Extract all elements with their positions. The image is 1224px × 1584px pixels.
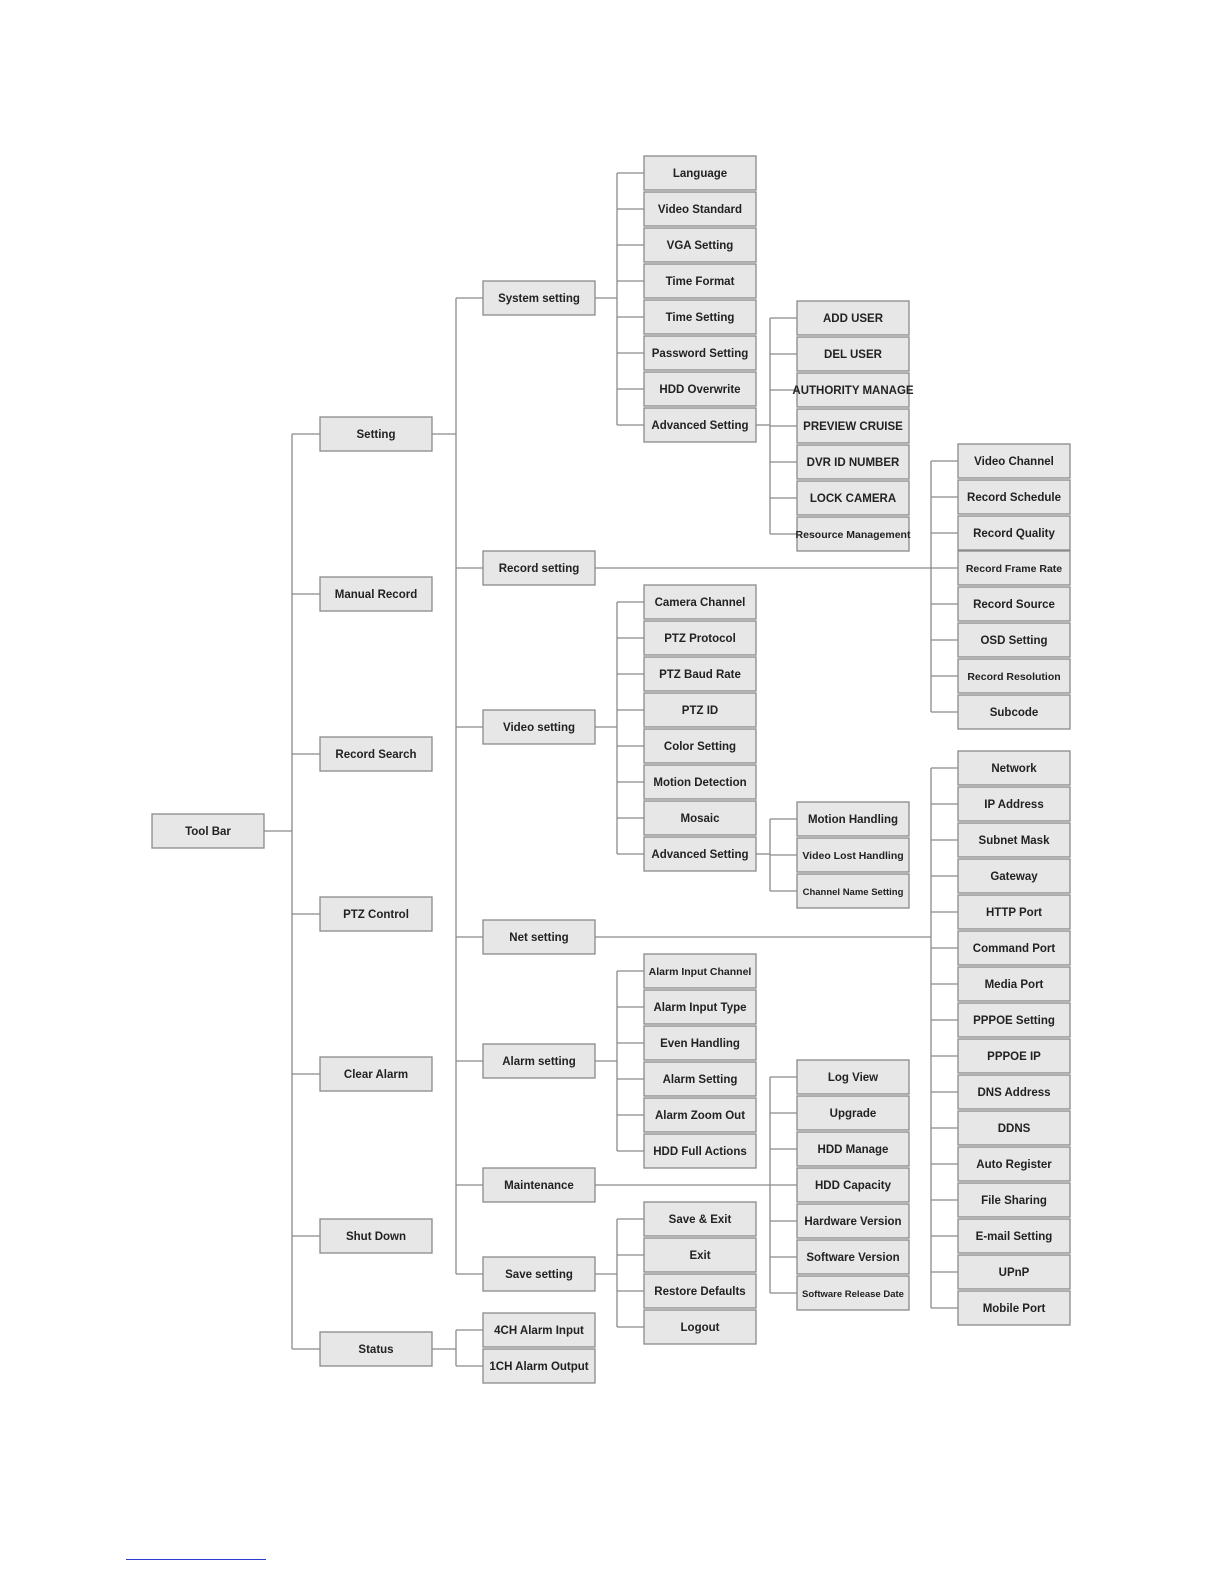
node-video-channel (958, 444, 1070, 478)
node-label: Setting (356, 429, 396, 441)
node-label: AUTHORITY MANAGE (792, 385, 914, 397)
node-pppoe-setting (958, 1003, 1070, 1037)
node-manual-record (320, 577, 432, 611)
node-mosaic (644, 801, 756, 835)
node-label: 1CH Alarm Output (489, 1361, 589, 1373)
node-label: Advanced Setting (651, 420, 749, 432)
node-hdd-capacity (797, 1168, 909, 1202)
node-label: 4CH Alarm Input (494, 1325, 584, 1337)
node-label: Video Channel (974, 456, 1054, 468)
node-hdd-full-actions (644, 1134, 756, 1168)
node-label: Channel Name Setting (802, 887, 904, 898)
node-label: Software Release Date (802, 1289, 904, 1300)
node-label: Manual Record (334, 589, 418, 601)
node-command-port (958, 931, 1070, 965)
node-status (320, 1332, 432, 1366)
node-video-setting (483, 710, 595, 744)
node-label: File Sharing (981, 1195, 1047, 1207)
node-label: Restore Defaults (654, 1286, 746, 1298)
node-label: VGA Setting (666, 240, 734, 252)
node-label: DVR ID NUMBER (806, 457, 900, 469)
node-label: Auto Register (976, 1159, 1052, 1171)
node-logout (644, 1310, 756, 1344)
node-video-lost-handling (797, 838, 909, 872)
node-label: Password Setting (651, 348, 749, 360)
node-alarm-input-type (644, 990, 756, 1024)
node-label: ADD USER (822, 313, 884, 325)
node-save-setting (483, 1257, 595, 1291)
node-save-exit (644, 1202, 756, 1236)
node-resource-management (796, 517, 911, 551)
node-label: Network (991, 763, 1037, 775)
node-label: Record Frame Rate (965, 563, 1063, 575)
node-subcode (958, 695, 1070, 729)
node-upnp (958, 1255, 1070, 1289)
node-ddns (958, 1111, 1070, 1145)
node-label: Subnet Mask (978, 835, 1050, 847)
node-label: PTZ ID (681, 705, 719, 717)
node-ptz-control (320, 897, 432, 931)
node-vga-setting (644, 228, 756, 262)
node-label: Upgrade (829, 1108, 877, 1120)
node-label: Clear Alarm (343, 1069, 409, 1081)
node-label: Video Standard (657, 204, 743, 216)
node-label: UPnP (998, 1267, 1030, 1279)
node-label: PTZ Protocol (664, 633, 736, 645)
node-upgrade (797, 1096, 909, 1130)
node-label: Video Lost Handling (802, 850, 904, 862)
node-software-release-date (797, 1276, 909, 1310)
node-record-setting (483, 551, 595, 585)
node-ptz-id (644, 693, 756, 727)
node-dns-address (958, 1075, 1070, 1109)
node-color-setting (644, 729, 756, 763)
node-label: Maintenance (504, 1180, 574, 1192)
node-alarm-zoom-out (644, 1098, 756, 1132)
node-label: Color Setting (663, 741, 737, 753)
node-label: Resource Management (795, 529, 911, 541)
node-record-resolution (958, 659, 1070, 693)
node-lock-camera (797, 481, 909, 515)
node-label: Record Quality (973, 528, 1055, 540)
footer-rule (126, 1559, 266, 1560)
node-label: Camera Channel (654, 597, 746, 609)
node-file-sharing (958, 1183, 1070, 1217)
node-motion-detection (644, 765, 756, 799)
node-alarm-input-channel (644, 954, 756, 988)
node-motion-handling (797, 802, 909, 836)
node-label: HDD Full Actions (653, 1146, 747, 1158)
node-gateway (958, 859, 1070, 893)
node-setting (320, 417, 432, 451)
node-label: Time Format (665, 276, 735, 288)
node-label: Alarm Input Channel (648, 966, 752, 978)
node-label: PPPOE IP (987, 1051, 1041, 1063)
node-label: Record Search (335, 749, 417, 761)
node-software-version (797, 1240, 909, 1274)
node-label: Motion Detection (653, 777, 747, 789)
node-hardware-version (797, 1204, 909, 1238)
node-pppoe-ip (958, 1039, 1070, 1073)
node-network (958, 751, 1070, 785)
node-alarm-setting-item (644, 1062, 756, 1096)
node-label: Record Resolution (967, 671, 1061, 683)
node-label: Motion Handling (807, 814, 899, 826)
node-label: Record Schedule (967, 492, 1061, 504)
node-label: OSD Setting (980, 635, 1048, 647)
node-del-user (797, 337, 909, 371)
node-alarm-setting (483, 1044, 595, 1078)
node-sys-advanced-setting (644, 408, 756, 442)
node-label: Shut Down (345, 1231, 407, 1243)
node-osd-setting (958, 623, 1070, 657)
node-label: Mosaic (680, 813, 720, 825)
node-record-source (958, 587, 1070, 621)
node-record-search (320, 737, 432, 771)
node-label: E-mail Setting (975, 1231, 1053, 1243)
node-label: DDNS (997, 1123, 1031, 1135)
node-maintenance (483, 1168, 595, 1202)
node-ch4-alarm-input (483, 1313, 595, 1347)
node-label: Alarm Setting (662, 1074, 738, 1086)
node-label: Language (672, 168, 728, 180)
node-media-port (958, 967, 1070, 1001)
node-label: Gateway (990, 871, 1038, 883)
node-authority-manage (792, 373, 914, 407)
node-label: Time Setting (665, 312, 735, 324)
node-label: Save & Exit (668, 1214, 732, 1226)
tree-nodes (152, 156, 1070, 1383)
node-log-view (797, 1060, 909, 1094)
node-ch1-alarm-output (483, 1349, 595, 1383)
node-label: Media Port (984, 979, 1044, 991)
node-label: Alarm setting (502, 1056, 576, 1068)
node-even-handling (644, 1026, 756, 1060)
node-ptz-baud-rate (644, 657, 756, 691)
node-channel-name-setting (797, 874, 909, 908)
node-auto-register (958, 1147, 1070, 1181)
node-label: Alarm Input Type (653, 1002, 747, 1014)
node-label: Status (358, 1344, 394, 1356)
node-net-setting (483, 920, 595, 954)
node-label: Net setting (509, 932, 569, 944)
node-label: PTZ Baud Rate (659, 669, 741, 681)
node-record-schedule (958, 480, 1070, 514)
node-exit (644, 1238, 756, 1272)
node-label: Command Port (972, 943, 1056, 955)
node-label: Advanced Setting (651, 849, 749, 861)
node-label: Log View (827, 1072, 879, 1084)
node-add-user (797, 301, 909, 335)
node-label: PPPOE Setting (973, 1015, 1055, 1027)
node-label: Logout (680, 1322, 720, 1334)
node-label: PREVIEW CRUISE (803, 421, 903, 433)
node-time-format (644, 264, 756, 298)
node-password-setting (644, 336, 756, 370)
node-label: Hardware Version (804, 1216, 902, 1228)
node-http-port (958, 895, 1070, 929)
node-vid-advanced-setting (644, 837, 756, 871)
node-label: Exit (689, 1250, 711, 1262)
node-label: System setting (498, 293, 580, 305)
node-record-quality (958, 516, 1070, 550)
node-ip-address (958, 787, 1070, 821)
node-label: DNS Address (977, 1087, 1051, 1099)
node-dvr-id-number (797, 445, 909, 479)
node-preview-cruise (797, 409, 909, 443)
node-label: Save setting (505, 1269, 573, 1281)
node-email-setting (958, 1219, 1070, 1253)
node-label: HDD Overwrite (659, 384, 741, 396)
node-label: Video setting (503, 722, 575, 734)
node-mobile-port (958, 1291, 1070, 1325)
node-system-setting (483, 281, 595, 315)
node-hdd-manage (797, 1132, 909, 1166)
node-time-setting (644, 300, 756, 334)
node-label: Subcode (989, 707, 1039, 719)
node-ptz-protocol (644, 621, 756, 655)
node-restore-defaults (644, 1274, 756, 1308)
node-label: Even Handling (660, 1038, 740, 1050)
node-root (152, 814, 264, 848)
node-label: Record setting (498, 563, 580, 575)
node-label: IP Address (984, 799, 1044, 811)
node-camera-channel (644, 585, 756, 619)
node-hdd-overwrite (644, 372, 756, 406)
node-label: Mobile Port (982, 1303, 1046, 1315)
node-label: HTTP Port (985, 907, 1043, 919)
node-label: Software Version (806, 1252, 900, 1264)
node-label: LOCK CAMERA (809, 493, 897, 505)
node-label: HDD Manage (817, 1144, 889, 1156)
node-clear-alarm (320, 1057, 432, 1091)
node-subnet-mask (958, 823, 1070, 857)
node-label: Record Source (973, 599, 1055, 611)
node-label: PTZ Control (343, 909, 409, 921)
node-shut-down (320, 1219, 432, 1253)
node-video-standard (644, 192, 756, 226)
node-label: DEL USER (824, 349, 882, 361)
node-label: Alarm Zoom Out (654, 1110, 746, 1122)
node-language (644, 156, 756, 190)
node-record-frame-rate (958, 551, 1070, 585)
node-label: HDD Capacity (814, 1180, 892, 1192)
node-label: Tool Bar (185, 826, 231, 838)
